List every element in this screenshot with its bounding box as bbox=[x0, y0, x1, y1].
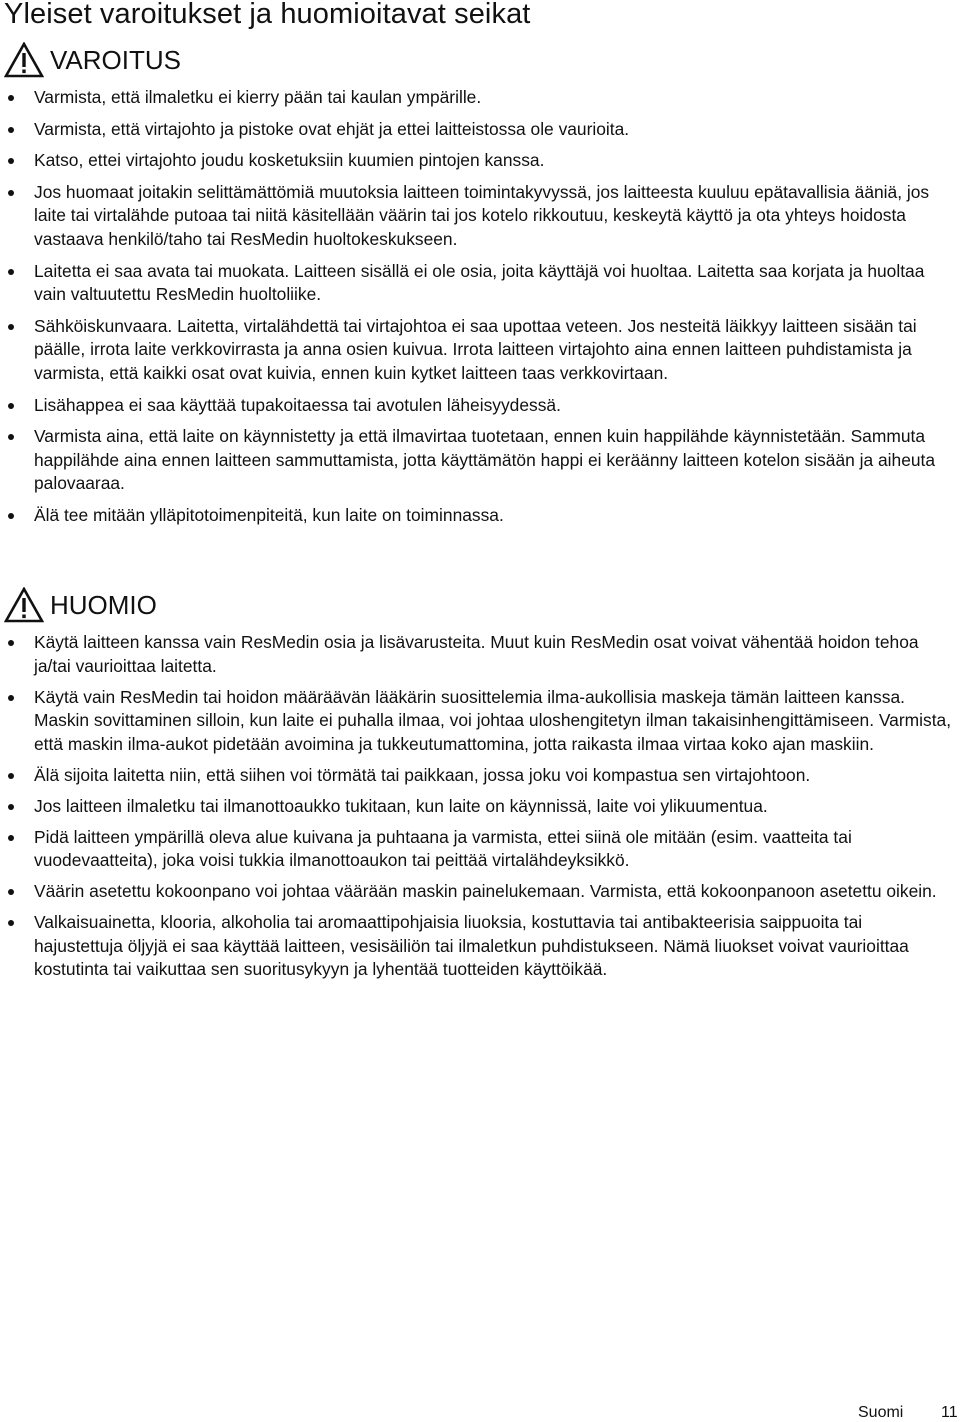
caution-item: Käytä vain ResMedin tai hoidon määräävän lääkärin suosittelemia ilma-aukollisia maskeja tämän laitteen kanssa. Maskin sovittaminen silloin, kun laite ei puhalla ilmaa, voi johtaa uloshengitetyn ilman takaisinhengittämiseen. Varmista, että maskin ilma-aukot pidetään avoimina ja tukkeutumattomina, jotta raikasta ilmaa virtaa koko ajan maskiin. bbox=[0, 686, 960, 757]
caution-item: Pidä laitteen ympärillä oleva alue kuivana ja puhtaana ja varmista, ettei siinä ole mitään (esim. vaatteita tai vuodevaatteita), joka voisi tukkia ilmanottoaukon tai peittää virtalähdeyksikkö. bbox=[0, 826, 960, 873]
warning-item: Lisähappea ei saa käyttää tupakoitaessa tai avotulen läheisyydessä. bbox=[0, 394, 960, 418]
caution-item: Jos laitteen ilmaletku tai ilmanottoaukko tukitaan, kun laite on käynnissä, laite voi ylikuumentua. bbox=[0, 795, 960, 819]
caution-list bbox=[0, 631, 960, 989]
caution-item: Älä sijoita laitetta niin, että siihen voi törmätä tai paikkaan, jossa joku voi kompastua sen virtajohtoon. bbox=[0, 764, 960, 788]
caution-heading-label: HUOMIO bbox=[50, 589, 157, 620]
warning-item: Älä tee mitään ylläpitotoimenpiteitä, kun laite on toiminnassa. bbox=[0, 504, 960, 528]
warning-item: Varmista, että ilmaletku ei kierry pään tai kaulan ympärille. bbox=[0, 86, 960, 110]
footer-language: Suomi bbox=[858, 1404, 904, 1421]
warning-item: Laitetta ei saa avata tai muokata. Laitteen sisällä ei ole osia, joita käyttäjä voi huoltaa. Laitetta saa korjata ja huoltaa vain valtuutettu ResMedin huoltoliike. bbox=[0, 260, 960, 307]
caution-heading bbox=[4, 585, 157, 625]
warning-item: Katso, ettei virtajohto joudu kosketuksiin kuumien pintojen kanssa. bbox=[0, 149, 960, 173]
caution-item: Väärin asetettu kokoonpano voi johtaa väärään maskin painelukemaan. Varmista, että kokoonpanoon asetettu oikein. bbox=[0, 880, 960, 904]
warning-item: Jos huomaat joitakin selittämättömiä muutoksia laitteen toimintakyvyssä, jos laitteesta kuuluu epätavallisia ääniä, jos laite tai virtalähde putoaa tai niitä käsitellään väärin tai jos kotelo rikkoutuu, keskeytä käyttö ja ota yhteys hoidosta vastaava henkilö/taho tai ResMedin huoltokeskukseen. bbox=[0, 181, 960, 252]
caution-triangle-icon bbox=[4, 587, 44, 623]
warning-heading-label: VAROITUS bbox=[50, 44, 181, 75]
warning-item: Sähköiskunvaara. Laitetta, virtalähdettä tai virtajohtoa ei saa upottaa veteen. Jos nesteitä läikkyy laitteen sisään tai päälle, irrota laite verkkovirrasta ja anna osien kuivua. Irrota laitteen virtajohto aina ennen laitteen puhdistamista ja varmista, että kaikki osat ovat kuivia, ennen kuin kytket laitteen taas verkkovirtaan. bbox=[0, 315, 960, 386]
warning-item: Varmista aina, että laite on käynnistetty ja että ilmavirtaa tuotetaan, ennen kuin happilähde käynnistetään. Sammuta happilähde aina ennen laitteen sammuttamista, jotta käyttämätön happi ei keräänny laitteen kotelon sisään ja aiheuta palovaaraa. bbox=[0, 425, 960, 496]
footer-page-number: 11 bbox=[941, 1404, 958, 1421]
caution-item: Valkaisuainetta, klooria, alkoholia tai aromaattipohjaisia liuoksia, kostuttavia tai antibakteerisia saippuoita tai hajustettuja öljyjä ei saa käyttää laitteen, vesisäiliön tai ilmaletkun puhdistukseen. Nämä liuokset voivat vaurioittaa kostutinta tai vaikuttaa sen suoritusykyyn ja lyhentää tuotteiden käyttöikää. bbox=[0, 911, 960, 982]
caution-item: Käytä laitteen kanssa vain ResMedin osia ja lisävarusteita. Muut kuin ResMedin osat voivat vähentää hoidon tehoa ja/tai vaurioittaa laitetta. bbox=[0, 631, 960, 678]
page-title: Yleiset varoitukset ja huomioitavat seikat bbox=[4, 0, 531, 30]
warning-list bbox=[0, 86, 960, 536]
warning-heading bbox=[4, 40, 181, 80]
warning-triangle-icon bbox=[4, 42, 44, 78]
warning-item: Varmista, että virtajohto ja pistoke ovat ehjät ja ettei laitteistossa ole vaurioita. bbox=[0, 118, 960, 142]
